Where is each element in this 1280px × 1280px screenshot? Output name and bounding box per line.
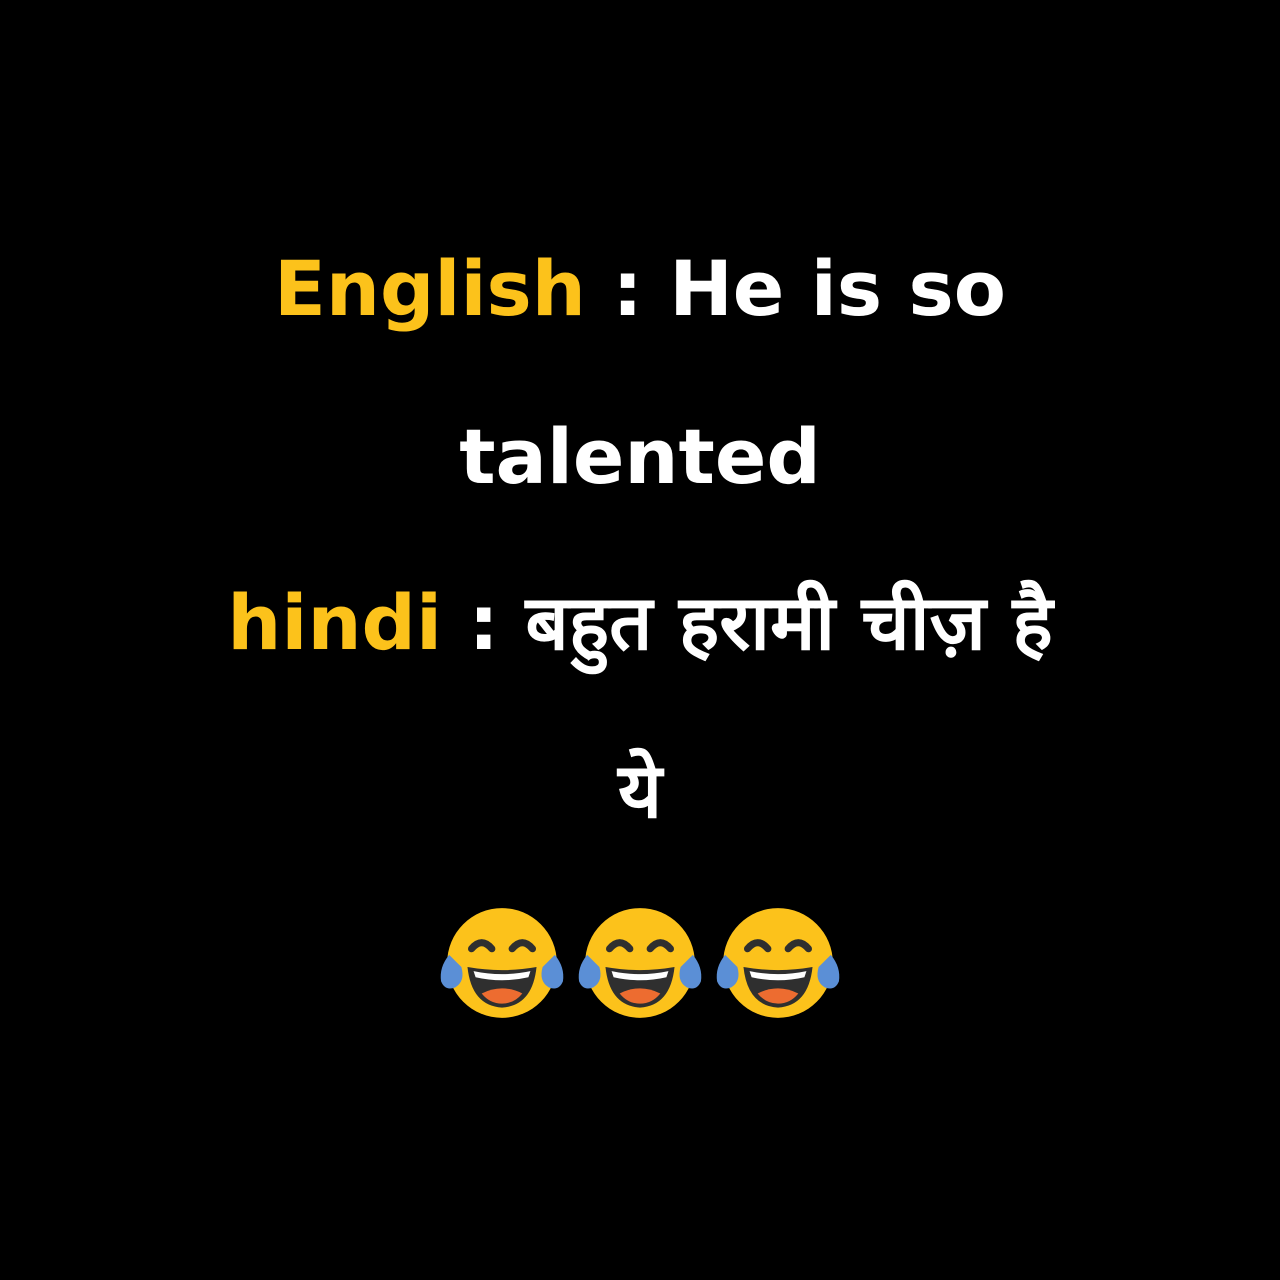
emoji-row (0, 900, 1280, 1030)
hindi-text-line1: बहुत हरामी चीज़ है (525, 578, 1053, 667)
english-text-line2: talented (459, 412, 821, 501)
hindi-text-continued (0, 746, 1280, 836)
english-text-continued (0, 412, 1280, 502)
hindi-text-line2: ये (617, 746, 663, 835)
face-with-tears-of-joy-icon (437, 900, 567, 1030)
english-text-line1: He is so (669, 244, 1006, 333)
hindi-label: hindi (227, 578, 442, 667)
english-separator: : (585, 244, 670, 333)
english-label: English (274, 244, 586, 333)
hindi-line (0, 578, 1280, 668)
face-with-tears-of-joy-icon (713, 900, 843, 1030)
face-with-tears-of-joy-icon (575, 900, 705, 1030)
hindi-separator: : (442, 578, 526, 667)
english-line (0, 244, 1280, 334)
